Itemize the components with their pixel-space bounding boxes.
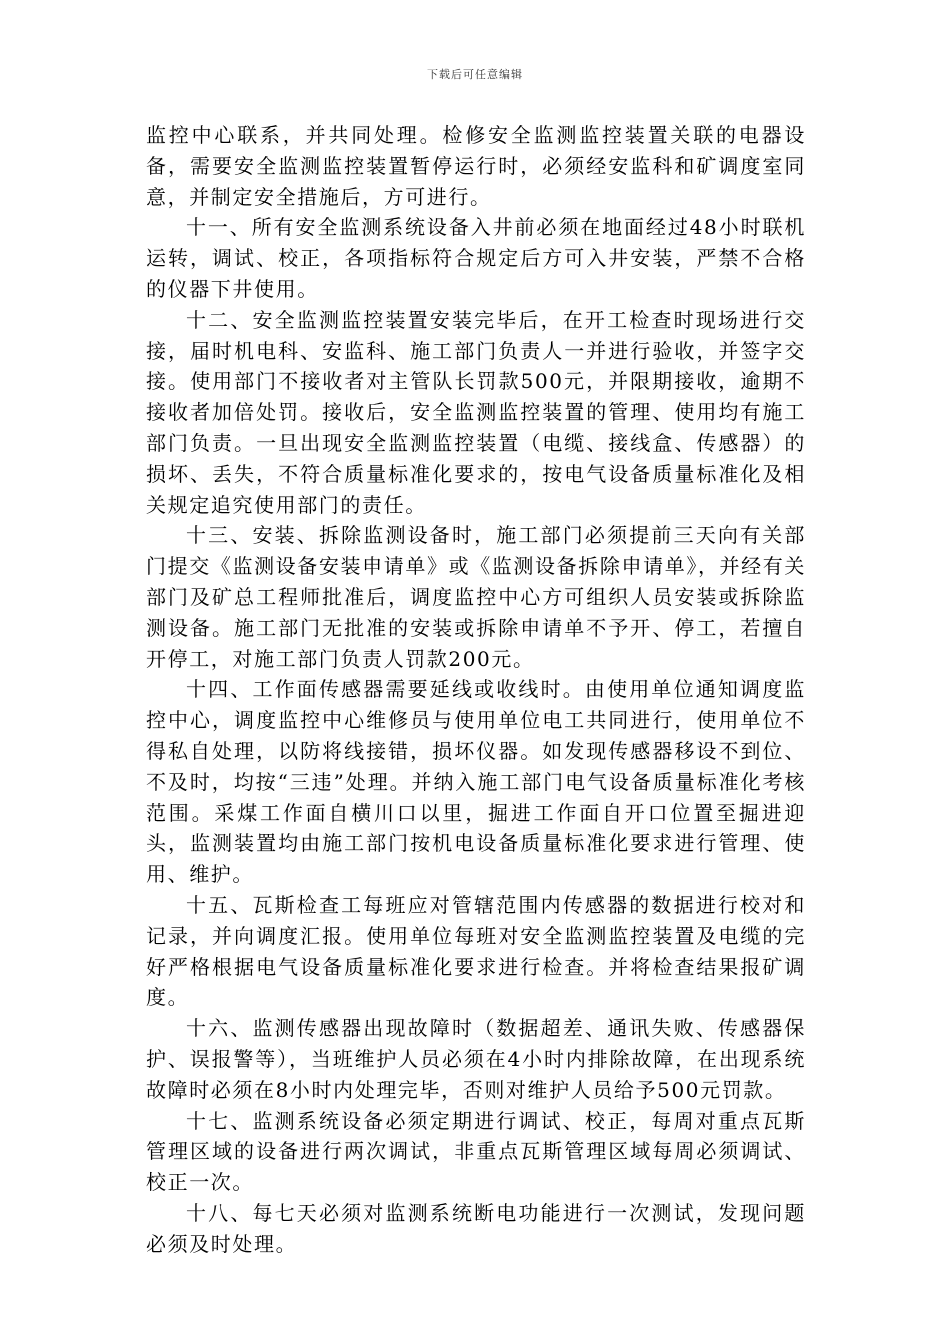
document-body — [146, 120, 806, 1259]
header-note: 下载后可任意编辑 — [427, 68, 523, 81]
paragraph-item-11: 十一、所有安全监测系统设备入井前必须在地面经过48小时联机运转，调试、校正，各项指标符合规定后方可入井安装，严禁不合格的仪器下井使用。 — [146, 215, 806, 301]
paragraph-item-12: 十二、安全监测监控装置安装完毕后，在开工检查时现场进行交接，届时机电科、安监科、施工部门负责人一并进行验收，并签字交接。使用部门不接收者对主管队长罚款500元，并限期接收，逾期不接收者加倍处罚。接收后，安全监测监控装置的管理、使用均有施工部门负责。一旦出现安全监测监控装置（电缆、接线盒、传感器）的损坏、丢失，不符合质量标准化要求的，按电气设备质量标准化及相关规定追究使用部门的责任。 — [146, 307, 806, 517]
paragraph-item-18: 十八、每七天必须对监测系统断电功能进行一次测试，发现问题必须及时处理。 — [146, 1200, 806, 1256]
paragraph-item-14: 十四、工作面传感器需要延线或收线时。由使用单位通知调度监控中心，调度监控中心维修员与使用单位电工共同进行，使用单位不得私自处理，以防将线接错，损坏仪器。如发现传感器移设不到位、不及时，均按“三违”处理。并纳入施工部门电气设备质量标准化考核范围。采煤工作面自横川口以里，掘进工作面自开口位置至掘进迎头，监测装置均由施工部门按机电设备质量标准化要求进行管理、使用、维护。 — [146, 677, 806, 887]
paragraph-item-16: 十六、监测传感器出现故障时（数据超差、通讯失败、传感器保护、误报警等），当班维护人员必须在4小时内排除故障，在出现系统故障时必须在8小时内处理完毕，否则对维护人员给予500元罚款。 — [146, 1016, 806, 1102]
paragraph-continuation: 监控中心联系，并共同处理。检修安全监测监控装置关联的电器设备，需要安全监测监控装置暂停运行时，必须经安监科和矿调度室同意，并制定安全措施后，方可进行。 — [146, 123, 806, 209]
paragraph-item-15: 十五、瓦斯检查工每班应对管辖范围内传感器的数据进行校对和记录，并向调度汇报。使用单位每班对安全监测监控装置及电缆的完好严格根据电气设备质量标准化要求进行检查。并将检查结果报矿调度。 — [146, 892, 806, 1010]
paragraph-item-13: 十三、安装、拆除监测设备时，施工部门必须提前三天向有关部门提交《监测设备安装申请单》或《监测设备拆除申请单》，并经有关部门及矿总工程师批准后，调度监控中心方可组织人员安装或拆除监测设备。施工部门无批准的安装或拆除申请单不予开、停工，若擅自开停工，对施工部门负责人罚款200元。 — [146, 523, 806, 671]
paragraph-item-17: 十七、监测系统设备必须定期进行调试、校正，每周对重点瓦斯管理区域的设备进行两次调试，非重点瓦斯管理区域每周必须调试、校正一次。 — [146, 1108, 806, 1195]
